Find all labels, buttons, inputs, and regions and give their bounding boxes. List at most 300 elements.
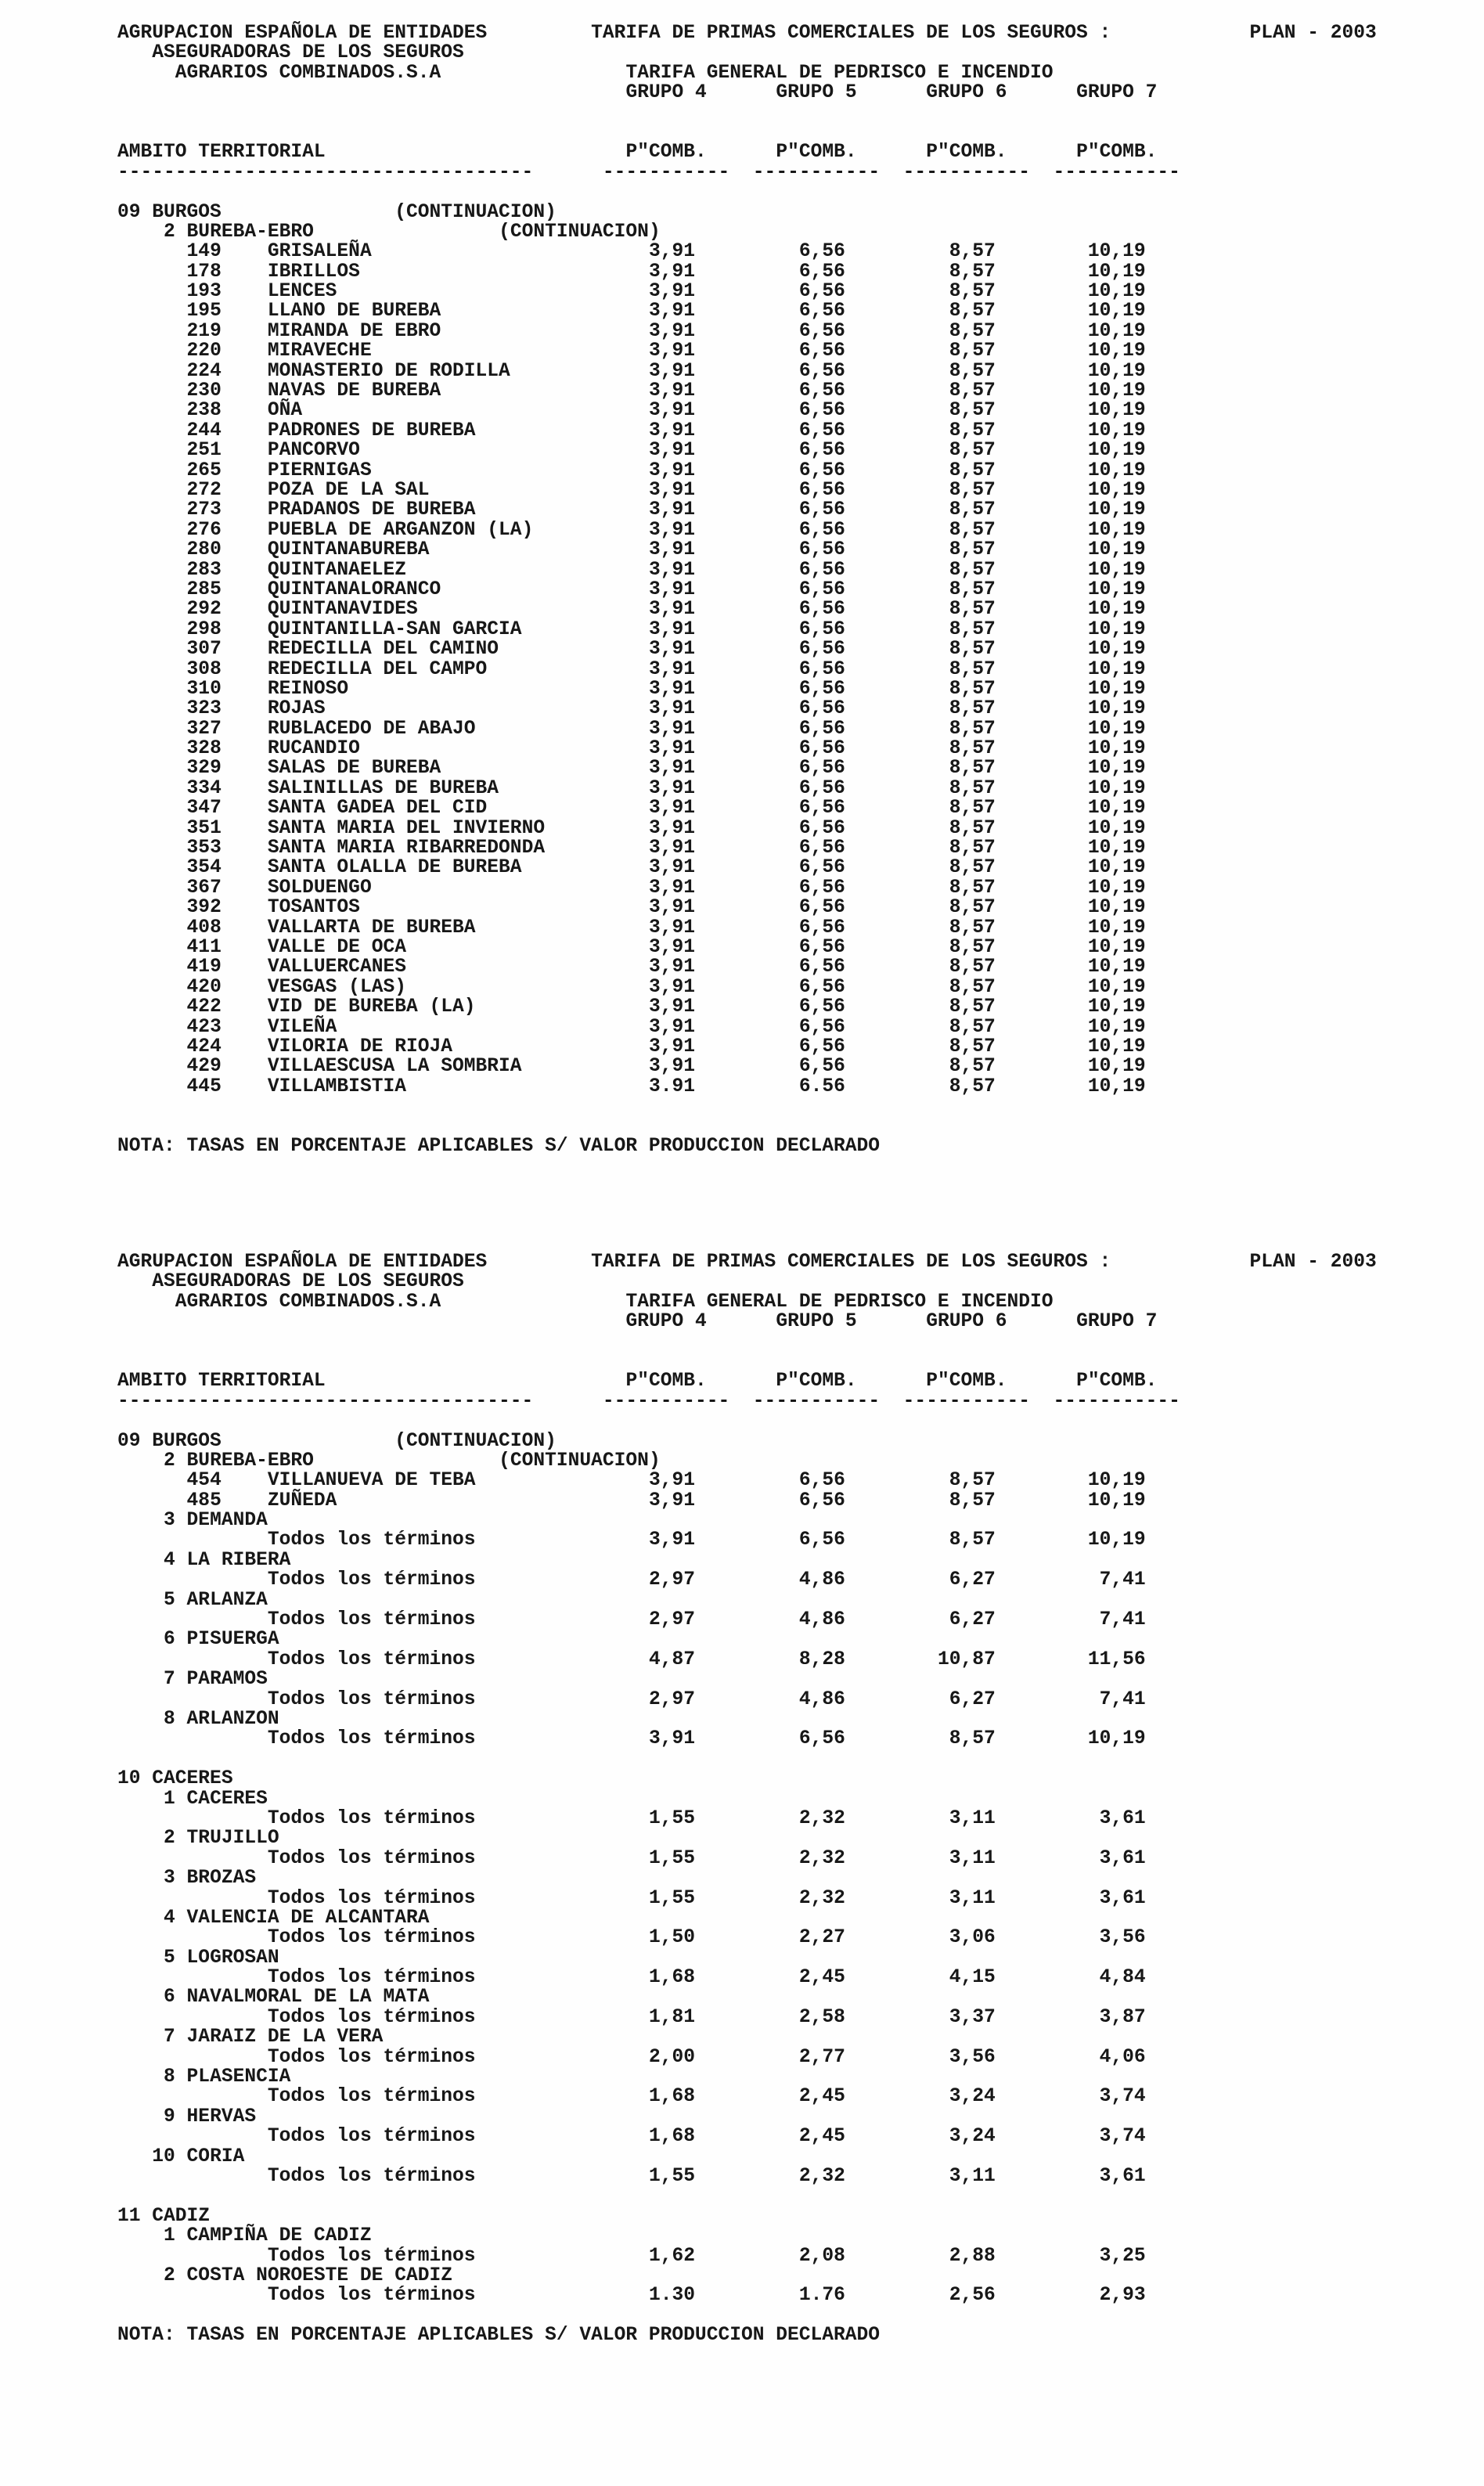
- rate-value-grupo-5: 6,56: [798, 996, 845, 1018]
- rate-value-grupo-5: 6,56: [798, 340, 845, 362]
- org-name-line-2: ASEGURADORAS DE LOS SEGUROS: [152, 42, 464, 64]
- rate-value-grupo-6: 3,24: [949, 2126, 996, 2148]
- todos-row: [117, 1849, 1479, 1868]
- rate-value-grupo-6: 6,27: [949, 1688, 996, 1710]
- org-name-line-1: AGRUPACION ESPAÑOLA DE ENTIDADES: [117, 23, 488, 44]
- municipality-code: 423: [186, 1016, 222, 1038]
- note-text: NOTA: TASAS EN PORCENTAJE APLICABLES S/ VALOR PRODUCCION DECLARADO: [117, 1135, 881, 1157]
- rate-value-grupo-4: 3,91: [648, 758, 695, 780]
- municipality-code: 219: [186, 320, 222, 342]
- doc-subtitle: TARIFA GENERAL DE PEDRISCO E INCENDIO: [625, 1291, 1054, 1313]
- rate-value-grupo-6: 6,27: [949, 1569, 996, 1591]
- rate-value-grupo-5: 6,56: [798, 1016, 845, 1038]
- rate-value-grupo-5: 2,45: [798, 2126, 845, 2148]
- comarca-name: CACERES: [186, 1788, 268, 1810]
- municipality-row: [117, 1491, 1479, 1511]
- column-ruler-2: -----------: [752, 161, 881, 183]
- comarca-name: JARAIZ DE LA VERA: [186, 2027, 384, 2048]
- municipality-row: [117, 461, 1479, 481]
- municipality-code: 353: [186, 838, 222, 859]
- municipality-name: MIRANDA DE EBRO: [267, 320, 441, 342]
- comarca-line: [117, 222, 1479, 242]
- rate-value-grupo-4: 3,91: [648, 1529, 695, 1551]
- rate-value-grupo-7: 10,19: [1087, 698, 1146, 720]
- rate-value-grupo-7: 10,19: [1087, 320, 1146, 342]
- rate-value-grupo-4: 3,91: [648, 738, 695, 760]
- rate-value-grupo-6: 8,57: [949, 241, 996, 263]
- rate-value-grupo-7: 10,19: [1087, 718, 1146, 740]
- comarca-number: 3: [164, 1868, 175, 1890]
- rate-value-grupo-6: 3,11: [949, 1847, 996, 1869]
- rate-value-grupo-5: 2,45: [798, 2086, 845, 2108]
- municipality-code: 251: [186, 440, 222, 462]
- rate-value-grupo-5: 2,32: [798, 1887, 845, 1909]
- comarca-line: [117, 1868, 1479, 1888]
- province-code: 09: [117, 1430, 141, 1452]
- note-line: [117, 1137, 1479, 1156]
- rate-value-grupo-6: 8,57: [949, 976, 996, 998]
- rate-value-grupo-5: 4,86: [798, 1688, 845, 1710]
- rate-value-grupo-7: 10,19: [1087, 838, 1146, 859]
- rate-value-grupo-6: 3,06: [949, 1927, 996, 1949]
- rate-value-grupo-5: 6,56: [798, 420, 845, 441]
- rate-value-grupo-6: 8,57: [949, 281, 996, 303]
- municipality-row: [117, 1018, 1479, 1037]
- comarca-line: [117, 1948, 1479, 1968]
- column-ruler-4: -----------: [1053, 161, 1180, 183]
- rate-value-grupo-6: 4,15: [949, 1967, 996, 1989]
- pcomb-column-label-1: P"COMB.: [625, 142, 707, 164]
- rate-value-grupo-7: 10,19: [1087, 877, 1146, 899]
- rate-value-grupo-7: 3,61: [1099, 1887, 1146, 1909]
- rate-value-grupo-6: 8,57: [949, 678, 996, 700]
- rate-value-grupo-7: 3,25: [1099, 2245, 1146, 2267]
- rate-value-grupo-4: 1,68: [648, 2126, 695, 2148]
- comarca-name: BUREBA-EBRO: [186, 221, 314, 243]
- rate-value-grupo-6: 8,57: [949, 897, 996, 919]
- rate-value-grupo-4: 1,55: [648, 2165, 695, 2187]
- municipality-row: [117, 798, 1479, 818]
- rate-value-grupo-7: 10,19: [1087, 817, 1146, 839]
- blank-line: [117, 1097, 1479, 1116]
- rate-value-grupo-7: 10,19: [1087, 380, 1146, 402]
- rate-value-grupo-7: 10,19: [1087, 1490, 1146, 1511]
- pcomb-column-label-1: P"COMB.: [625, 1371, 707, 1393]
- municipality-code: 307: [186, 639, 222, 661]
- rate-value-grupo-4: 3,91: [648, 877, 695, 899]
- municipality-name: QUINTANABUREBA: [267, 539, 430, 561]
- note-line: [117, 2326, 1479, 2345]
- province-name: BURGOS: [152, 1430, 222, 1452]
- municipality-code: 367: [186, 877, 222, 899]
- todos-label: Todos los términos: [267, 1807, 476, 1829]
- municipality-row: [117, 521, 1479, 540]
- todos-label: Todos los términos: [267, 2046, 476, 2068]
- municipality-name: VILLAMBISTIA: [267, 1075, 406, 1097]
- rate-value-grupo-7: 10,19: [1087, 519, 1146, 541]
- municipality-row: [117, 978, 1479, 997]
- comarca-name: BUREBA-EBRO: [186, 1450, 314, 1472]
- rate-value-grupo-5: 6,56: [798, 758, 845, 780]
- comarca-line: [117, 1551, 1479, 1570]
- comarca-name: VALENCIA DE ALCANTARA: [186, 1907, 430, 1929]
- comarca-number: 7: [164, 1669, 175, 1691]
- rate-value-grupo-4: 2,00: [648, 2046, 695, 2068]
- todos-row: [117, 1690, 1479, 1710]
- municipality-code: 327: [186, 718, 222, 740]
- municipality-row: [117, 1057, 1479, 1076]
- ambito-ruler: ------------------------------------: [117, 161, 534, 183]
- municipality-row: [117, 500, 1479, 520]
- rate-value-grupo-7: 10,19: [1087, 578, 1146, 600]
- municipality-name: VALLARTA DE BUREBA: [267, 917, 476, 939]
- rate-value-grupo-4: 3,91: [648, 936, 695, 958]
- group-header-line: [117, 1312, 1479, 1331]
- rate-value-grupo-7: 10,19: [1087, 1529, 1146, 1551]
- municipality-code: 238: [186, 400, 222, 422]
- rate-value-grupo-4: 4,87: [648, 1648, 695, 1670]
- rate-value-grupo-7: 10,19: [1087, 360, 1146, 382]
- municipality-code: 424: [186, 1036, 222, 1057]
- note-text: NOTA: TASAS EN PORCENTAJE APLICABLES S/ VALOR PRODUCCION DECLARADO: [117, 2325, 881, 2347]
- rate-value-grupo-4: 3,91: [648, 777, 695, 799]
- municipality-code: 422: [186, 996, 222, 1018]
- rate-value-grupo-4: 3,91: [648, 698, 695, 720]
- rate-value-grupo-5: 6,56: [798, 360, 845, 382]
- municipality-name: LLANO DE BUREBA: [267, 301, 441, 322]
- rate-value-grupo-6: 8,57: [949, 936, 996, 958]
- todos-row: [117, 2246, 1479, 2266]
- province-code: 11: [117, 2205, 141, 2227]
- plan-label: PLAN - 2003: [1249, 23, 1377, 44]
- rate-value-grupo-4: 3,91: [648, 857, 695, 879]
- rate-value-grupo-7: 3,74: [1099, 2086, 1146, 2108]
- municipality-name: VESGAS (LAS): [267, 976, 406, 998]
- municipality-name: PANCORVO: [267, 440, 360, 462]
- rate-value-grupo-7: 10,19: [1087, 420, 1146, 441]
- rate-value-grupo-5: 6,56: [798, 578, 845, 600]
- rate-value-grupo-4: 3,91: [648, 281, 695, 303]
- municipality-row: [117, 362, 1479, 381]
- blank-line: [117, 2306, 1479, 2326]
- municipality-row: [117, 660, 1479, 679]
- column-header-line: [117, 142, 1479, 162]
- header-line: [117, 23, 1479, 43]
- rate-value-grupo-7: 3,61: [1099, 1807, 1146, 1829]
- rate-value-grupo-7: 10,19: [1087, 261, 1146, 283]
- rate-value-grupo-4: 3,91: [648, 440, 695, 462]
- rate-value-grupo-5: 6,56: [798, 1728, 845, 1750]
- rate-value-grupo-5: 2,32: [798, 1807, 845, 1829]
- rate-value-grupo-7: 7,41: [1099, 1688, 1146, 1710]
- rate-value-grupo-6: 8,57: [949, 1728, 996, 1750]
- municipality-row: [117, 620, 1479, 640]
- province-name: BURGOS: [152, 201, 222, 223]
- todos-row: [117, 2167, 1479, 2186]
- org-name-line-2: ASEGURADORAS DE LOS SEGUROS: [152, 1271, 464, 1293]
- rate-value-grupo-5: 6,56: [798, 877, 845, 899]
- blank-line: [117, 1116, 1479, 1136]
- rate-value-grupo-4: 1,81: [648, 2006, 695, 2028]
- municipality-code: 265: [186, 459, 222, 481]
- column-ruler-3: -----------: [902, 1390, 1031, 1412]
- todos-label: Todos los términos: [267, 2245, 476, 2267]
- municipality-row: [117, 758, 1479, 778]
- comarca-number: 2: [164, 2264, 175, 2286]
- municipality-code: 292: [186, 599, 222, 621]
- rate-value-grupo-4: 3,91: [648, 718, 695, 740]
- rate-value-grupo-5: 6,56: [798, 698, 845, 720]
- municipality-row: [117, 739, 1479, 758]
- municipality-code: 298: [186, 618, 222, 640]
- province-name: CADIZ: [152, 2205, 211, 2227]
- rate-value-grupo-6: 8,57: [949, 877, 996, 899]
- rate-value-grupo-4: 1,68: [648, 2086, 695, 2108]
- municipality-code: 310: [186, 678, 222, 700]
- rate-value-grupo-6: 8,57: [949, 1075, 996, 1097]
- page-1: [117, 23, 1479, 1156]
- todos-label: Todos los términos: [267, 2285, 476, 2307]
- todos-row: [117, 2048, 1479, 2067]
- rate-value-grupo-4: 3,91: [648, 817, 695, 839]
- rate-value-grupo-4: 3,91: [648, 539, 695, 561]
- municipality-name: MIRAVECHE: [267, 340, 372, 362]
- rate-value-grupo-6: 8,57: [949, 857, 996, 879]
- municipality-code: 285: [186, 578, 222, 600]
- todos-row: [117, 2286, 1479, 2305]
- ambito-territorial-label: AMBITO TERRITORIAL: [117, 142, 326, 164]
- rate-value-grupo-4: 3,91: [648, 1490, 695, 1511]
- comarca-name: CAMPIÑA DE CADIZ: [186, 2225, 372, 2247]
- comarca-number: 7: [164, 2027, 175, 2048]
- rate-value-grupo-4: 3,91: [648, 400, 695, 422]
- todos-label: Todos los términos: [267, 1887, 476, 1909]
- rate-value-grupo-6: 8,57: [949, 817, 996, 839]
- rate-value-grupo-4: 1,55: [648, 1887, 695, 1909]
- municipality-row: [117, 481, 1479, 500]
- municipality-code: 193: [186, 281, 222, 303]
- rate-value-grupo-7: 10,19: [1087, 281, 1146, 303]
- comarca-line: [117, 1710, 1479, 1729]
- rate-value-grupo-5: 6,56: [798, 798, 845, 820]
- rate-value-grupo-7: 10,19: [1087, 1728, 1146, 1750]
- municipality-code: 283: [186, 559, 222, 581]
- municipality-row: [117, 938, 1479, 957]
- rate-value-grupo-6: 8,57: [949, 578, 996, 600]
- province-code: 10: [117, 1768, 141, 1790]
- province-name: CACERES: [152, 1768, 233, 1790]
- municipality-code: 195: [186, 301, 222, 322]
- rate-value-grupo-4: 3,91: [648, 479, 695, 501]
- rate-value-grupo-7: 10,19: [1087, 539, 1146, 561]
- rate-value-grupo-6: 2,88: [949, 2245, 996, 2267]
- rate-value-grupo-7: 10,19: [1087, 1016, 1146, 1038]
- province-line: [117, 1769, 1479, 1789]
- rate-value-grupo-7: 10,19: [1087, 241, 1146, 263]
- municipality-row: [117, 282, 1479, 301]
- rate-value-grupo-4: 3,91: [648, 241, 695, 263]
- group-label-5: GRUPO 5: [776, 1311, 857, 1333]
- rate-value-grupo-4: 3,91: [648, 1056, 695, 1078]
- rate-value-grupo-5: 6,56: [798, 1490, 845, 1511]
- municipality-row: [117, 878, 1479, 898]
- municipality-code: 272: [186, 479, 222, 501]
- rate-value-grupo-4: 3,91: [648, 1728, 695, 1750]
- group-label-7: GRUPO 7: [1076, 1311, 1158, 1333]
- rate-value-grupo-5: 2,08: [798, 2245, 845, 2267]
- group-header-line: [117, 83, 1479, 103]
- municipality-row: [117, 858, 1479, 877]
- group-label-6: GRUPO 6: [926, 82, 1007, 104]
- municipality-name: ZUÑEDA: [267, 1490, 337, 1511]
- rate-value-grupo-5: 6,56: [798, 897, 845, 919]
- rate-value-grupo-5: 1.76: [798, 2285, 845, 2307]
- rate-value-grupo-7: 10,19: [1087, 618, 1146, 640]
- rate-value-grupo-7: 3,87: [1099, 2006, 1146, 2028]
- continuation-label: (CONTINUACION): [394, 201, 556, 223]
- header-line: [117, 43, 1479, 63]
- org-name-line-1: AGRUPACION ESPAÑOLA DE ENTIDADES: [117, 1252, 488, 1273]
- todos-row: [117, 1570, 1479, 1590]
- rate-value-grupo-4: 3,91: [648, 798, 695, 820]
- rate-value-grupo-6: 8,57: [949, 777, 996, 799]
- pcomb-column-label-2: P"COMB.: [776, 1371, 857, 1393]
- comarca-name: CORIA: [186, 2146, 245, 2167]
- todos-label: Todos los términos: [267, 2165, 476, 2187]
- rate-value-grupo-4: 3,91: [648, 658, 695, 680]
- rate-value-grupo-7: 10,19: [1087, 936, 1146, 958]
- column-ruler-2: -----------: [752, 1390, 881, 1412]
- ruler-line: [117, 163, 1479, 182]
- comarca-line: [117, 2147, 1479, 2167]
- municipality-code: 276: [186, 519, 222, 541]
- province-code: 09: [117, 201, 141, 223]
- comarca-line: [117, 1511, 1479, 1530]
- rate-value-grupo-4: 3,91: [648, 420, 695, 441]
- municipality-row: [117, 679, 1479, 699]
- rate-value-grupo-4: 3,91: [648, 957, 695, 978]
- rate-value-grupo-6: 2,56: [949, 2285, 996, 2307]
- comarca-line: [117, 2067, 1479, 2087]
- rate-value-grupo-4: 3,91: [648, 320, 695, 342]
- rate-value-grupo-5: 6,56: [798, 1470, 845, 1492]
- rate-value-grupo-5: 6,56: [798, 857, 845, 879]
- todos-row: [117, 1968, 1479, 1987]
- rate-value-grupo-6: 3,11: [949, 1887, 996, 1909]
- rate-value-grupo-6: 8,57: [949, 658, 996, 680]
- municipality-code: 323: [186, 698, 222, 720]
- province-line: [117, 1432, 1479, 1451]
- municipality-code: 329: [186, 758, 222, 780]
- rate-value-grupo-5: 4,86: [798, 1569, 845, 1591]
- rate-value-grupo-7: 3,74: [1099, 2126, 1146, 2148]
- rate-value-grupo-6: 8,57: [949, 301, 996, 322]
- comarca-name: TRUJILLO: [186, 1828, 279, 1850]
- rate-value-grupo-5: 6,56: [798, 777, 845, 799]
- rate-value-grupo-7: 10,19: [1087, 976, 1146, 998]
- rate-value-grupo-6: 8,57: [949, 798, 996, 820]
- group-label-5: GRUPO 5: [776, 82, 857, 104]
- rate-value-grupo-5: 6,56: [798, 301, 845, 322]
- rate-value-grupo-7: 10,19: [1087, 738, 1146, 760]
- todos-label: Todos los términos: [267, 1967, 476, 1989]
- rate-value-grupo-7: 10,19: [1087, 599, 1146, 621]
- rate-value-grupo-5: 2,45: [798, 1967, 845, 1989]
- municipality-code: 454: [186, 1470, 222, 1492]
- rate-value-grupo-4: 3,91: [648, 360, 695, 382]
- municipality-row: [117, 1471, 1479, 1490]
- municipality-row: [117, 540, 1479, 560]
- rate-value-grupo-5: 6,56: [798, 618, 845, 640]
- rate-value-grupo-6: 8,57: [949, 639, 996, 661]
- municipality-code: 308: [186, 658, 222, 680]
- municipality-name: VID DE BUREBA (LA): [267, 996, 476, 1018]
- rate-value-grupo-5: 6,56: [798, 718, 845, 740]
- rate-value-grupo-5: 6,56: [798, 559, 845, 581]
- comarca-number: 6: [164, 1629, 175, 1651]
- municipality-code: 429: [186, 1056, 222, 1078]
- blank-line: [117, 182, 1479, 202]
- comarca-line: [117, 2107, 1479, 2127]
- comarca-number: 4: [164, 1549, 175, 1571]
- doc-title: TARIFA DE PRIMAS COMERCIALES DE LOS SEGUROS :: [591, 1252, 1111, 1273]
- rate-value-grupo-5: 6,56: [798, 917, 845, 939]
- rate-value-grupo-4: 1,68: [648, 1967, 695, 1989]
- rate-value-grupo-6: 8,57: [949, 479, 996, 501]
- rate-value-grupo-5: 2,58: [798, 2006, 845, 2028]
- province-line: [117, 203, 1479, 222]
- rate-value-grupo-5: 6,56: [798, 838, 845, 859]
- rate-value-grupo-7: 10,19: [1087, 996, 1146, 1018]
- rate-value-grupo-4: 1,55: [648, 1847, 695, 1869]
- comarca-number: 5: [164, 1589, 175, 1611]
- municipality-code: 334: [186, 777, 222, 799]
- blank-line: [117, 1352, 1479, 1371]
- todos-label: Todos los términos: [267, 2006, 476, 2028]
- comarca-line: [117, 1987, 1479, 2007]
- rate-value-grupo-6: 8,57: [949, 1036, 996, 1057]
- comarca-name: DEMANDA: [186, 1510, 268, 1532]
- column-header-line: [117, 1371, 1479, 1391]
- municipality-row: [117, 779, 1479, 798]
- rate-value-grupo-4: 2,97: [648, 1569, 695, 1591]
- comarca-number: 1: [164, 2225, 175, 2247]
- comarca-number: 8: [164, 2066, 175, 2088]
- municipality-row: [117, 401, 1479, 420]
- municipality-name: PADRONES DE BUREBA: [267, 420, 476, 441]
- municipality-code: 220: [186, 340, 222, 362]
- rate-value-grupo-6: 8,57: [949, 400, 996, 422]
- group-label-7: GRUPO 7: [1076, 82, 1158, 104]
- municipality-name: VILLAESCUSA LA SOMBRIA: [267, 1056, 522, 1078]
- comarca-name: PLASENCIA: [186, 2066, 291, 2088]
- rate-value-grupo-5: 2,77: [798, 2046, 845, 2068]
- comarca-line: [117, 1908, 1479, 1928]
- rate-value-grupo-7: 10,19: [1087, 1470, 1146, 1492]
- org-name-line-3: AGRARIOS COMBINADOS.S.A: [175, 1291, 441, 1313]
- municipality-name: REINOSO: [267, 678, 349, 700]
- municipality-code: 244: [186, 420, 222, 441]
- municipality-name: REDECILLA DEL CAMPO: [267, 658, 488, 680]
- rate-value-grupo-4: 2,97: [648, 1609, 695, 1631]
- municipality-name: VILLANUEVA DE TEBA: [267, 1470, 476, 1492]
- rate-value-grupo-5: 6,56: [798, 539, 845, 561]
- rate-value-grupo-5: 6.56: [798, 1075, 845, 1097]
- municipality-name: QUINTANILLA-SAN GARCIA: [267, 618, 522, 640]
- rate-value-grupo-6: 8,57: [949, 420, 996, 441]
- rate-value-grupo-6: 8,57: [949, 1490, 996, 1511]
- rate-value-grupo-6: 8,57: [949, 758, 996, 780]
